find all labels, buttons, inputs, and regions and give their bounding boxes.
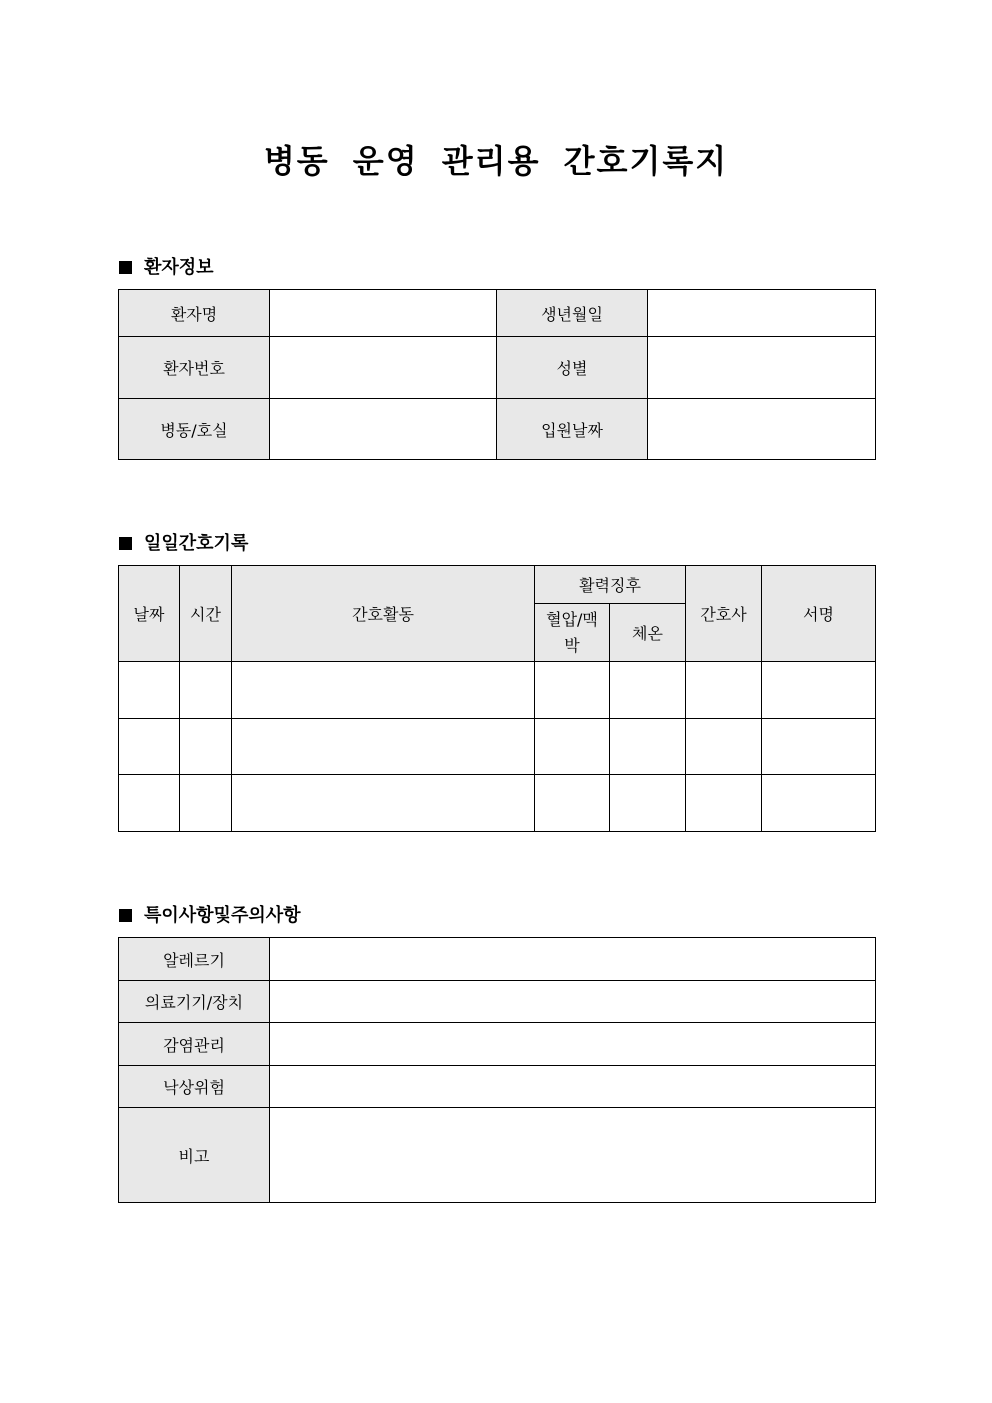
page-title: 병동 운영 관리용 간호기록지 [263,142,729,180]
special-notes-heading [119,901,301,927]
date-cell[interactable] [119,775,180,832]
time-cell[interactable] [180,719,232,775]
time-cell[interactable] [180,775,232,832]
table-row [119,662,876,719]
bp-pulse-cell[interactable] [535,775,610,832]
col-activity-header: 간호활동 [232,566,535,662]
sex-field[interactable] [648,337,876,399]
nurse-cell[interactable] [686,662,762,719]
col-nurse-header: 간호사 [686,566,762,662]
admission-date-label: 입원날짜 [497,399,648,460]
remarks-label: 비고 [119,1108,270,1203]
temp-cell[interactable] [610,719,686,775]
table-row [119,719,876,775]
signature-cell[interactable] [762,775,876,832]
special-notes-heading-text: 특이사항및주의사항 [144,905,301,926]
daily-record-heading [119,529,248,555]
special-notes-table [118,937,876,1203]
infection-field[interactable] [270,1023,876,1066]
temp-cell[interactable] [610,662,686,719]
signature-cell[interactable] [762,719,876,775]
square-bullet-icon [119,261,132,274]
col-temp-header: 체온 [610,604,686,662]
date-cell[interactable] [119,719,180,775]
patient-name-field[interactable] [270,290,497,337]
admission-date-field[interactable] [648,399,876,460]
device-label: 의료기기/장치 [119,981,270,1023]
daily-record-table [118,565,876,832]
col-date-header: 날짜 [119,566,180,662]
col-signature-header: 서명 [762,566,876,662]
patient-name-label: 환자명 [119,290,270,337]
ward-room-label: 병동/호실 [119,399,270,460]
temp-cell[interactable] [610,775,686,832]
patient-number-field[interactable] [270,337,497,399]
patient-info-heading [119,253,214,279]
birth-date-field[interactable] [648,290,876,337]
square-bullet-icon [119,909,132,922]
ward-room-field[interactable] [270,399,497,460]
time-cell[interactable] [180,662,232,719]
birth-date-label: 생년월일 [497,290,648,337]
fall-risk-label: 낙상위험 [119,1066,270,1108]
square-bullet-icon [119,537,132,550]
sex-label: 성별 [497,337,648,399]
activity-cell[interactable] [232,775,535,832]
device-field[interactable] [270,981,876,1023]
daily-record-heading-text: 일일간호기록 [144,533,249,554]
patient-number-label: 환자번호 [119,337,270,399]
patient-info-table [118,289,876,460]
nurse-cell[interactable] [686,719,762,775]
col-vitals-header: 활력징후 [535,566,686,604]
signature-cell[interactable] [762,662,876,719]
table-row [119,775,876,832]
col-bp-pulse-header: 혈압/맥박 [535,604,610,662]
activity-cell[interactable] [232,719,535,775]
nurse-cell[interactable] [686,775,762,832]
bp-pulse-cell[interactable] [535,662,610,719]
infection-label: 감염관리 [119,1023,270,1066]
date-cell[interactable] [119,662,180,719]
allergy-label: 알레르기 [119,938,270,981]
allergy-field[interactable] [270,938,876,981]
activity-cell[interactable] [232,662,535,719]
col-time-header: 시간 [180,566,232,662]
patient-info-heading-text: 환자정보 [144,257,214,278]
fall-risk-field[interactable] [270,1066,876,1108]
remarks-field[interactable] [270,1108,876,1203]
bp-pulse-cell[interactable] [535,719,610,775]
